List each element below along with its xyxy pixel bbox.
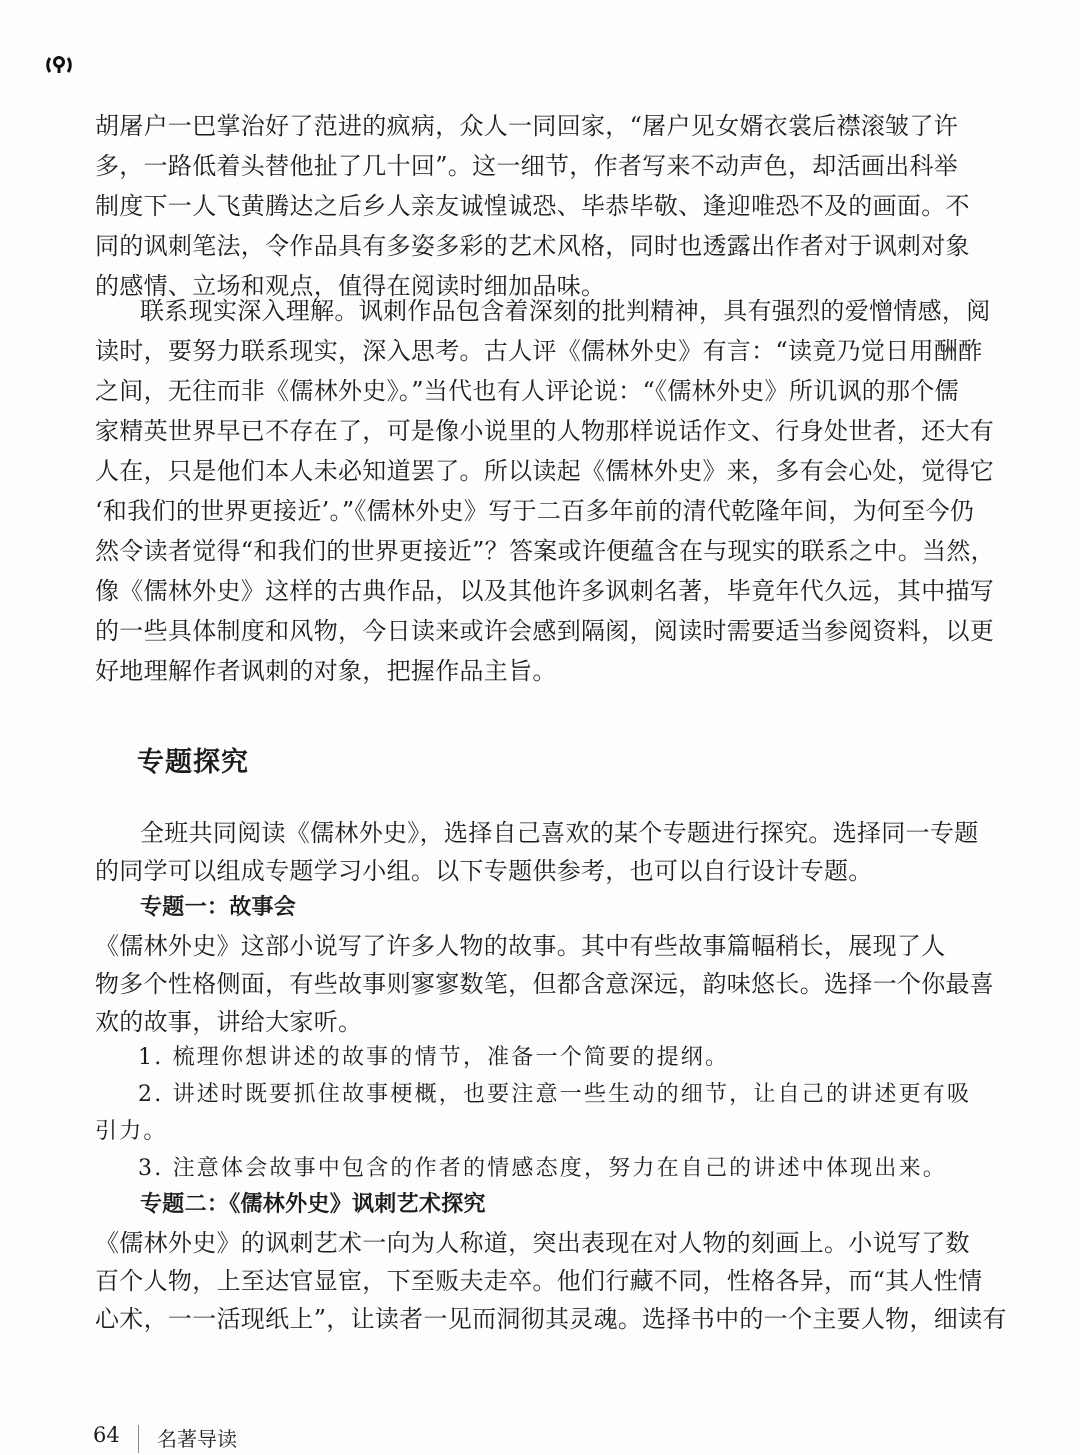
topic-one-task: 引力。 (95, 1119, 168, 1144)
paragraph-line: 联系现实深入理解。讽刺作品包含着深刻的批判精神，具有强烈的爱憎情感，阅 (140, 297, 991, 325)
topic-two-title: 专题二：《儒林外史》讽刺艺术探究 (140, 1192, 486, 1217)
topic-one-title: 专题一：故事会 (140, 895, 297, 920)
paragraph-line: 人在，只是他们本人未必知道罢了。所以读起《儒林外史》来，多有会心处，觉得它 (95, 457, 995, 485)
footer-divider (138, 1425, 139, 1453)
paragraph-line: 同的讽刺笔法，令作品具有多姿多彩的艺术风格，同时也透露出作者对于讽刺对象 (95, 232, 970, 260)
paragraph-line: 的感情、立场和观点，值得在阅读时细加品味。 (95, 272, 606, 300)
topic-one-task: 2. 讲述时既要抓住故事梗概，也要注意一些生动的细节，让自己的讲述更有吸 (138, 1082, 972, 1107)
paragraph-line: 好地理解作者讽刺的对象，把握作品主旨。 (95, 657, 557, 685)
section-heading: 专题探究 (137, 747, 249, 778)
paragraph-line: ‘和我们的世界更接近’。”《儒林外史》写于二百多年前的清代乾隆年间，为何至今仍 (95, 497, 975, 525)
paragraph-line: 家精英世界早已不存在了，可是像小说里的人物那样说话作文、行身处世者，还大有 (95, 417, 995, 445)
topic-two-body-line: 百个人物，上至达官显宦，下至贩夫走卒。他们行藏不同，性格各异，而“其人性情 (95, 1267, 983, 1295)
publisher-logo-icon (46, 54, 72, 76)
paragraph-line: 制度下一人飞黄腾达之后乡人亲友诚惶诚恐、毕恭毕敬、逢迎唯恐不及的画面。不 (95, 192, 970, 220)
topic-one-body-line: 物多个性格侧面，有些故事则寥寥数笔，但都含意深远，韵味悠长。选择一个你最喜 (95, 970, 995, 998)
book-title: 名著导读 (157, 1427, 237, 1451)
topic-one-body-line: 欢的故事，讲给大家听。 (95, 1008, 363, 1036)
topic-one-task: 3. 注意体会故事中包含的作者的情感态度，努力在自己的讲述中体现出来。 (138, 1156, 947, 1181)
paragraph-line: 胡屠户一巴掌治好了范进的疯病，众人一同回家，“屠户见女婿衣裳后襟滚皱了许 (95, 112, 959, 140)
topic-one-task: 1. 梳理你想讲述的故事的情节，准备一个简要的提纲。 (138, 1045, 730, 1070)
page-number: 64 (93, 1423, 120, 1447)
paragraph-line: 的一些具体制度和风物，今日读来或许会感到隔阂，阅读时需要适当参阅资料，以更 (95, 617, 995, 645)
intro-line: 全班共同阅读《儒林外史》，选择自己喜欢的某个专题进行探究。选择同一专题 (140, 819, 979, 847)
topic-one-body-line: 《儒林外史》这部小说写了许多人物的故事。其中有些故事篇幅稍长，展现了人 (95, 932, 946, 960)
paragraph-line: 多，一路低着头替他扯了几十回”。这一细节，作者写来不动声色，却活画出科举 (95, 152, 959, 180)
topic-two-body-line: 心术，一一活现纸上”，让读者一见而洞彻其灵魂。选择书中的一个主要人物，细读有 (95, 1305, 1007, 1333)
paragraph-line: 像《儒林外史》这样的古典作品，以及其他许多讽刺名著，毕竟年代久远，其中描写 (95, 577, 995, 605)
paragraph-line: 读时，要努力联系现实，深入思考。古人评《儒林外史》有言：“读竟乃觉日用酬酢 (95, 337, 983, 365)
paragraph-line: 之间，无往而非《儒林外史》。”当代也有人评论说：“《儒林外史》所讥讽的那个儒 (95, 377, 959, 405)
topic-two-body-line: 《儒林外史》的讽刺艺术一向为人称道，突出表现在对人物的刻画上。小说写了数 (95, 1229, 970, 1257)
intro-line: 的同学可以组成专题学习小组。以下专题供参考，也可以自行设计专题。 (95, 857, 873, 885)
paragraph-line: 然令读者觉得“和我们的世界更接近”？答案或许便蕴含在与现实的联系之中。当然， (95, 537, 995, 565)
